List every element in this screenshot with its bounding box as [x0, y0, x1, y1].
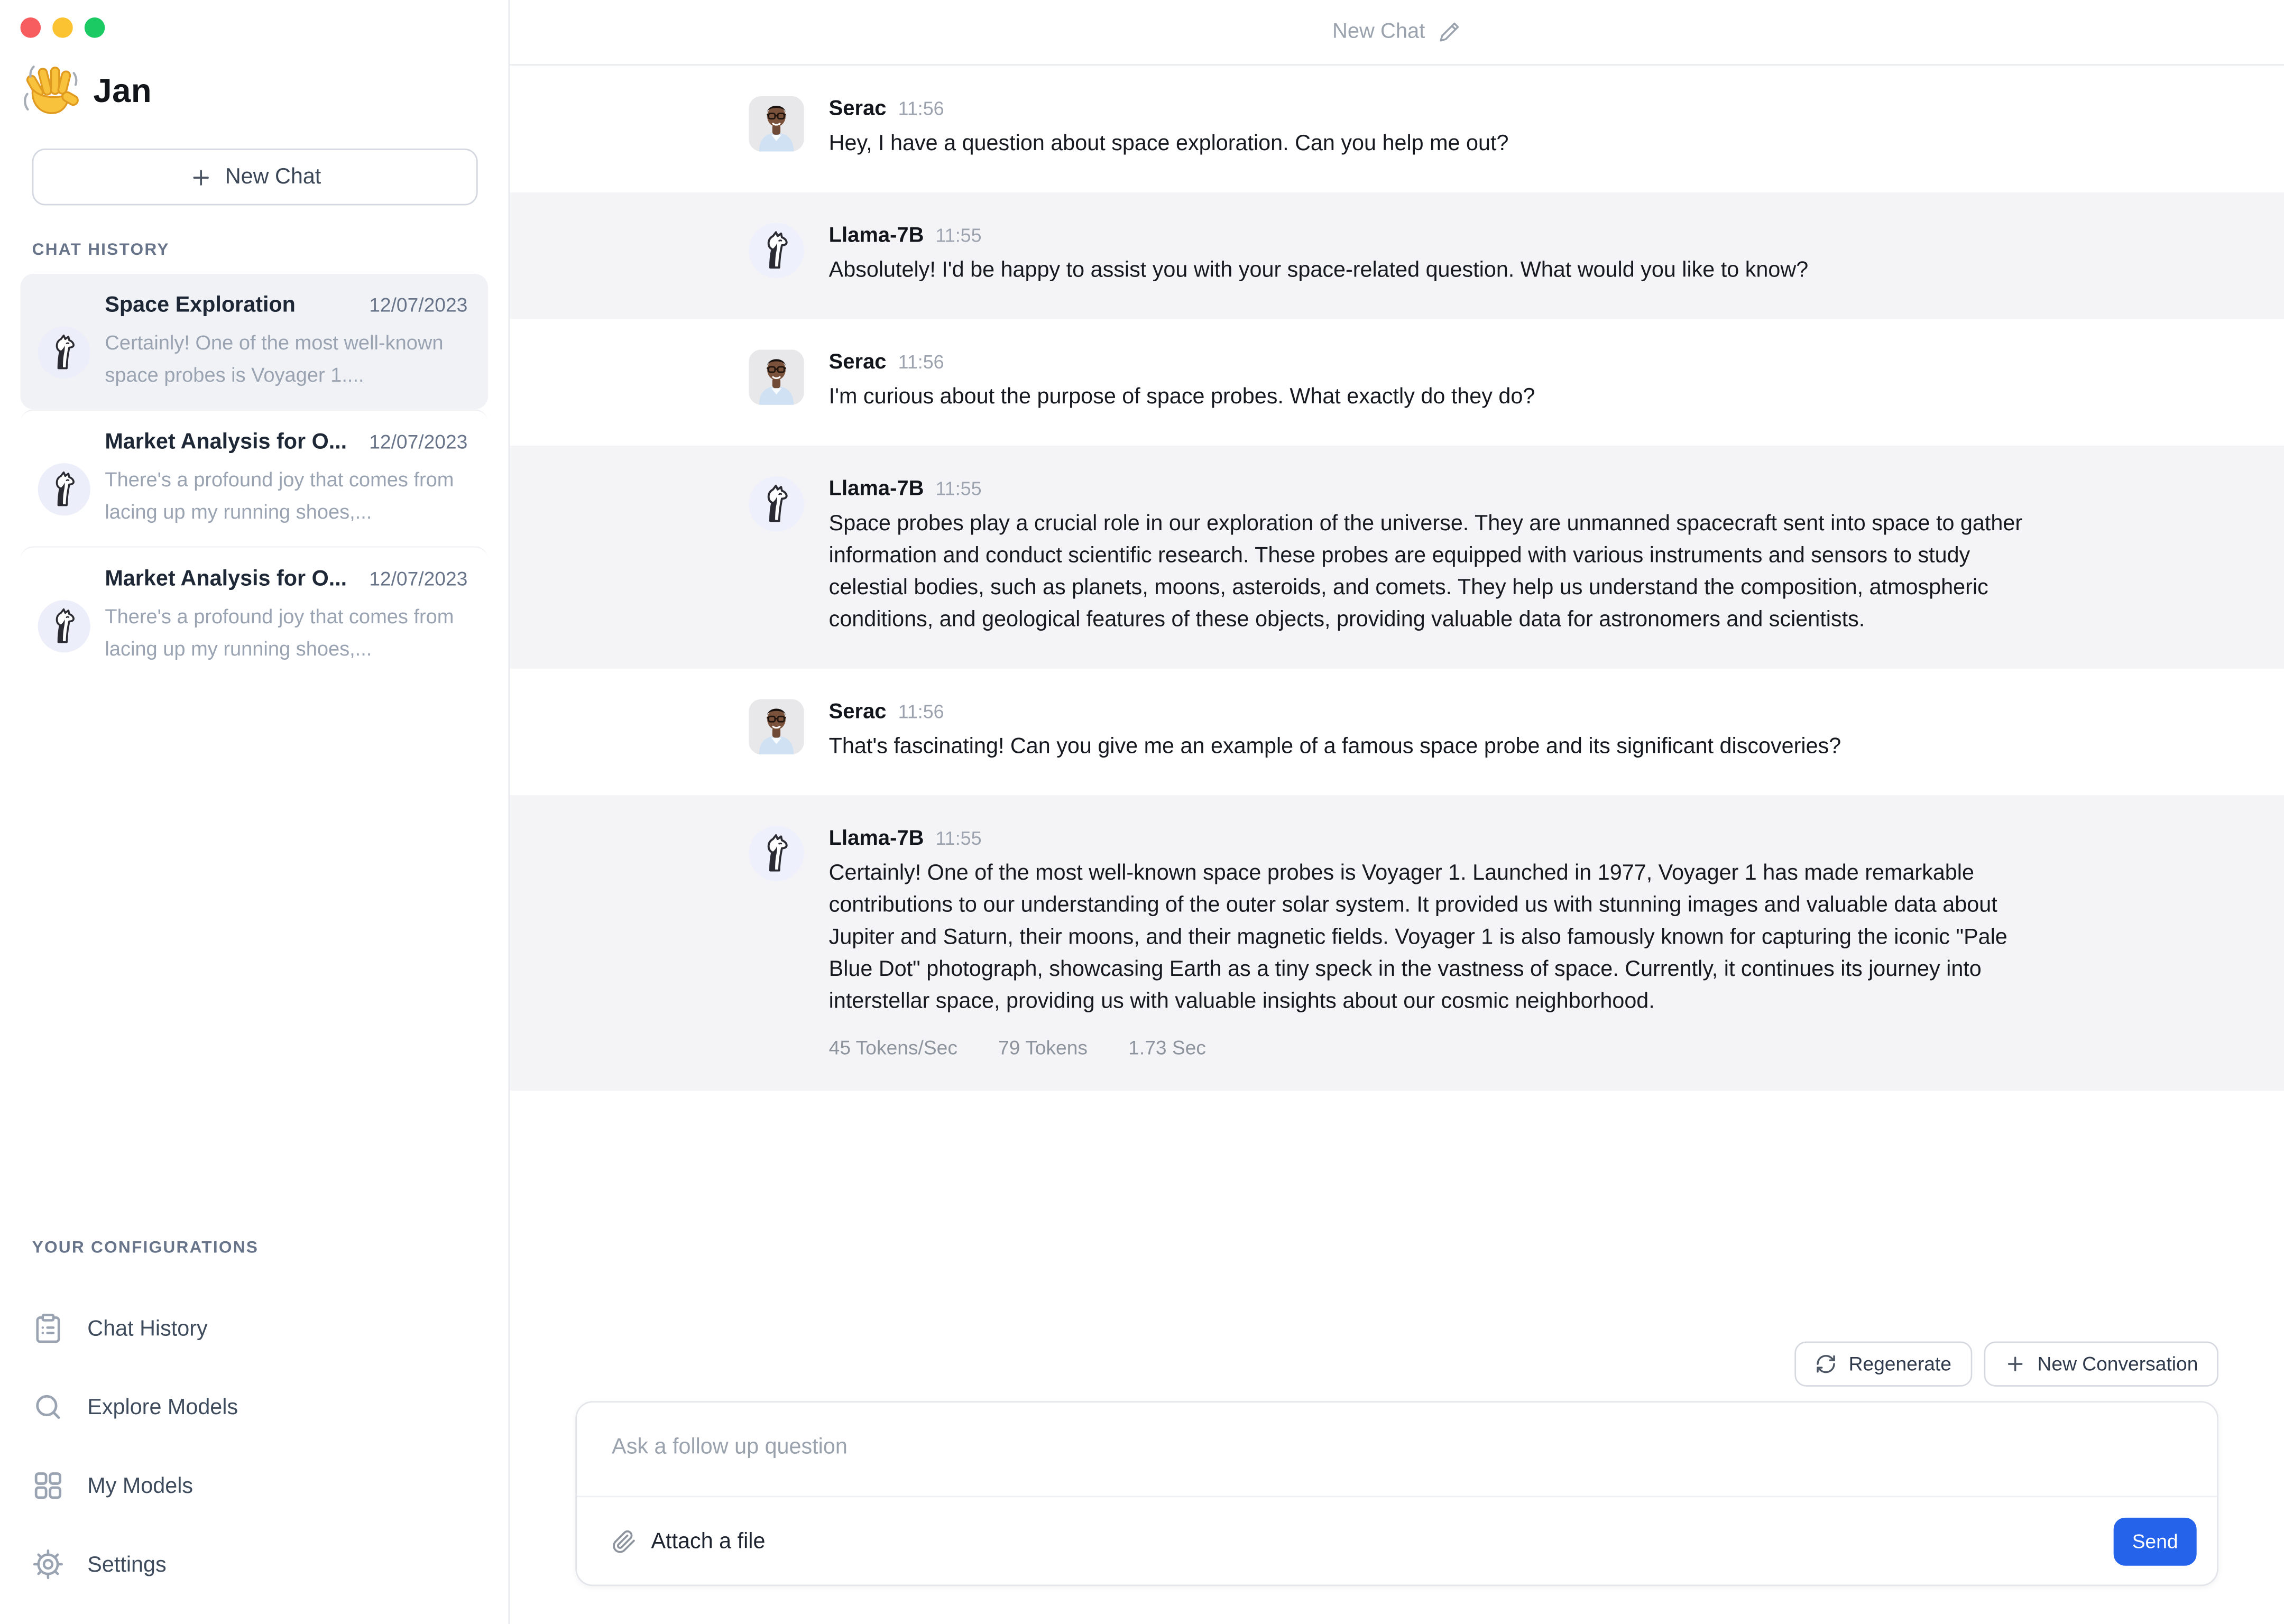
attach-file-button[interactable]: Attach a file — [612, 1528, 765, 1553]
message-author: Llama-7B — [828, 477, 924, 501]
user-avatar — [749, 699, 804, 754]
assistant-avatar — [749, 476, 804, 532]
elapsed-time-stat: 1.73 Sec — [1128, 1037, 1207, 1059]
chat-history-item[interactable] — [21, 274, 488, 409]
chat-history-item[interactable] — [21, 546, 488, 683]
message-list — [510, 66, 2284, 1624]
message-author: Serac — [828, 97, 887, 121]
chat-header — [510, 0, 2284, 66]
message-row — [510, 66, 2284, 192]
llama-icon — [756, 484, 797, 524]
llama-avatar — [38, 326, 90, 379]
llama-avatar — [38, 600, 90, 652]
message-author: Serac — [828, 700, 887, 724]
message-text: Certainly! One of the most well-known space probes is Voyager 1. Launched in 1977, Voyager 1 has made remarkable contributions to our understanding of the outer solar system. It provided us with stunning images and valuable data about Jupiter and Saturn, their moons, and their magnetic fields. Voyager 1 is also famously known for capturing the iconic "Pale Blue Dot" photograph, showcasing Earth as a tiny speck in the vastness of space. Currently, it continues its journey into interstellar space, providing us with valuable insights about our cosmic neighborhood. — [828, 861, 2007, 1014]
window-controls — [0, 0, 509, 38]
chat-title: Market Analysis for O... — [105, 566, 347, 592]
composer-actions — [1795, 1341, 2218, 1386]
new-chat-button-label: New Chat — [225, 164, 321, 190]
minimize-window-button[interactable] — [52, 17, 73, 38]
pencil-icon[interactable] — [1438, 21, 1461, 44]
message-row — [510, 192, 2284, 319]
chat-title: Market Analysis for O... — [105, 429, 347, 455]
refresh-icon — [1815, 1353, 1837, 1374]
llama-icon — [756, 833, 797, 874]
configurations-heading: YOUR CONFIGURATIONS — [32, 1239, 259, 1257]
token-count-stat: 79 Tokens — [998, 1037, 1088, 1059]
close-window-button[interactable] — [21, 17, 41, 38]
plus-icon — [189, 165, 212, 189]
sidebar-item-my-models[interactable]: My Models — [0, 1464, 509, 1508]
assistant-avatar — [749, 223, 804, 279]
page-title: New Chat — [1332, 20, 1425, 44]
message-time: 11:56 — [898, 700, 944, 723]
chat-history-item[interactable] — [21, 409, 488, 546]
composer — [575, 1401, 2218, 1586]
waving-hand-icon — [22, 61, 80, 119]
message-time: 11:55 — [935, 827, 982, 850]
message-row — [510, 446, 2284, 669]
new-conversation-button[interactable]: New Conversation — [1984, 1341, 2218, 1386]
chat-preview: Certainly! One of the most well-known space probes is Voyager 1.... — [105, 332, 444, 386]
llama-icon — [45, 470, 83, 509]
tokens-per-sec-stat: 45 Tokens/Sec — [828, 1037, 957, 1059]
llama-icon — [756, 230, 797, 271]
chat-history-heading: CHAT HISTORY — [32, 242, 170, 260]
regenerate-button[interactable]: Regenerate — [1795, 1341, 1972, 1386]
message-author: Serac — [828, 350, 887, 375]
chat-date: 12/07/2023 — [369, 431, 468, 453]
message-text: Absolutely! I'd be happy to assist you with your space-related question. What would you like to know? — [828, 257, 1809, 283]
message-author: Llama-7B — [828, 827, 924, 851]
message-text: That's fascinating! Can you give me an example of a famous space probe and its significant discoveries? — [828, 734, 1841, 759]
user-avatar — [749, 349, 804, 405]
message-text: I'm curious about the purpose of space probes. What exactly do they do? — [828, 384, 1535, 410]
chat-title: Space Exploration — [105, 292, 296, 318]
gear-icon — [32, 1548, 65, 1581]
search-icon — [32, 1391, 65, 1423]
zoom-window-button[interactable] — [85, 17, 105, 38]
message-time: 11:55 — [935, 477, 982, 500]
new-chat-button[interactable] — [32, 149, 478, 205]
configurations-section — [0, 1240, 509, 1624]
sidebar-item-explore-models[interactable]: Explore Models — [0, 1385, 509, 1429]
user-avatar — [749, 96, 804, 152]
chat-preview: There's a profound joy that comes from lacing up my running shoes,... — [105, 606, 454, 660]
message-author: Llama-7B — [828, 224, 924, 248]
chat-date: 12/07/2023 — [369, 294, 468, 316]
paperclip-icon — [612, 1528, 637, 1553]
message-time: 11:56 — [898, 350, 944, 373]
sidebar-item-settings[interactable]: Settings — [0, 1543, 509, 1586]
user-photo-avatar — [749, 699, 804, 754]
send-button[interactable]: Send — [2114, 1517, 2197, 1565]
chat-preview: There's a profound joy that comes from lacing up my running shoes,... — [105, 469, 454, 523]
assistant-avatar — [749, 826, 804, 881]
message-text: Space probes play a crucial role in our exploration of the universe. They are unmanned spacecraft sent into space to gather information and conduct scientific research. These probes are equipped with various instruments and sensors to study celestial bodies, such as planets, moons, asteroids, and comets. They help us understand the composition, atmospheric conditions, and geological features of these objects, providing valuable data for astronomers and scientists. — [828, 511, 2023, 632]
clipboard-icon — [32, 1312, 65, 1344]
app-logo — [0, 38, 509, 119]
user-photo-avatar — [749, 96, 804, 152]
user-photo-avatar — [749, 349, 804, 405]
chat-history-list — [0, 274, 509, 683]
message-text: Hey, I have a question about space exploration. Can you help me out? — [828, 131, 1509, 156]
message-time: 11:55 — [935, 224, 982, 246]
message-row — [510, 319, 2284, 446]
sidebar — [0, 0, 510, 1624]
app-name: Jan — [93, 70, 152, 109]
llama-avatar — [38, 463, 90, 515]
grid-icon — [32, 1470, 65, 1502]
message-row — [510, 669, 2284, 796]
message-input[interactable] — [577, 1402, 2217, 1496]
message-row — [510, 795, 2284, 1091]
chat-panel — [510, 0, 2284, 1624]
sidebar-item-chat-history[interactable]: Chat History — [0, 1306, 509, 1350]
llama-icon — [45, 334, 83, 372]
llama-icon — [45, 607, 83, 645]
message-time: 11:56 — [898, 97, 944, 119]
plus-icon — [2004, 1353, 2025, 1374]
generation-stats — [829, 1037, 2046, 1059]
chat-date: 12/07/2023 — [369, 568, 468, 590]
